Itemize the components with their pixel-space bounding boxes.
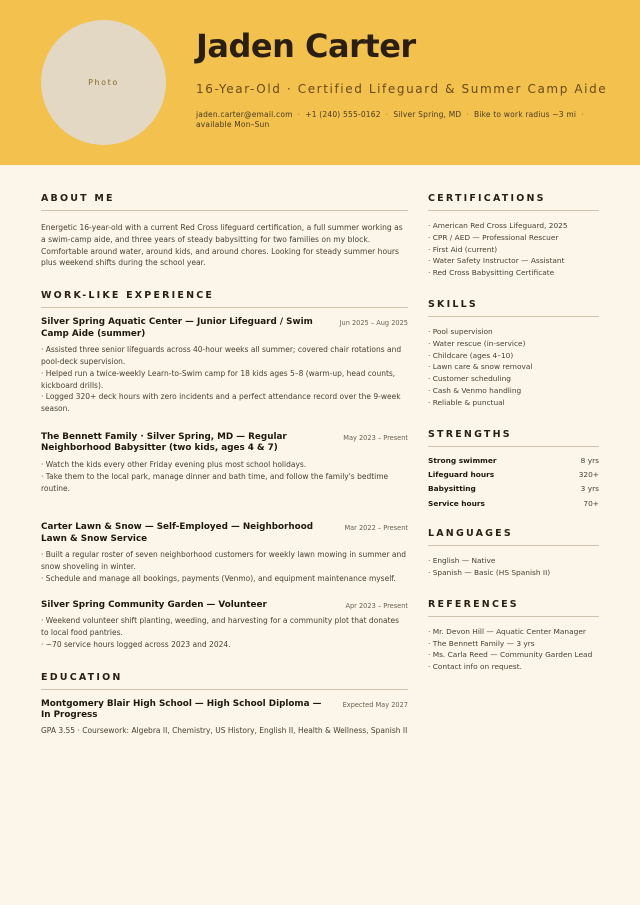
job-bullet: · Weekend volunteer shift planting, weeding, and harvesting for a community plot that donates to local food pantries. — [41, 616, 400, 638]
job-title: Silver Spring Community Garden — Volunteer — [41, 599, 267, 610]
strength-value: 70+ — [583, 498, 599, 508]
language-item: · English — Native — [428, 556, 496, 566]
job-date: May 2023 – Present — [343, 433, 408, 442]
job-title: Silver Spring Aquatic Center — Junior Lifeguard / Swim Camp Aide (summer) — [41, 317, 313, 339]
side-column — [428, 193, 599, 673]
job-bullet: · Built a regular roster of seven neighborhood customers for weekly lawn mowing in summer and snow shoveling in winter. — [41, 550, 407, 572]
about-text: Energetic 16-year-old with a current Red Cross lifeguard certification, a full summer working as a swim-camp aide, and three years of steady babysitting for two families on my block. Comfortable around water, around kids, and around chores. Looking for steady summer hours plus weekend shifts during the school year. — [41, 223, 403, 268]
strength-value: 8 yrs — [580, 455, 599, 465]
experience-item — [41, 600, 408, 651]
job-bullet: · Helped run a twice-weekly Learn-to-Swim camp for 18 kids ages 5–8 (warm-up, head counts, kickboard drills). — [41, 368, 396, 390]
header-banner — [0, 0, 640, 165]
references-title: REFERENCES — [428, 599, 599, 617]
skill-item: · Cash & Venmo handling — [428, 385, 522, 395]
tagline: 16-Year-Old · Certified Lifeguard & Summer Camp Aide — [196, 82, 608, 96]
strength-label: Strong swimmer — [428, 455, 497, 465]
strengths-title: STRENGTHS — [428, 429, 599, 447]
contact-commute: Bike to work radius ~3 mi — [473, 110, 577, 119]
skill-item: · Customer scheduling — [428, 374, 511, 384]
experience-section — [41, 290, 408, 650]
job-bullet: · Take them to the local park, manage dinner and bath time, and follow the family's bedtime routine. — [41, 471, 389, 493]
skills-title: SKILLS — [428, 299, 599, 317]
strength-value: 320+ — [578, 469, 599, 479]
certification-item: · Water Safety Instructor — Assistant — [428, 256, 565, 266]
contact-location: Silver Spring, MD — [393, 110, 462, 119]
contact-availability: available Mon–Sun — [196, 120, 270, 129]
certification-item: · American Red Cross Lifeguard, 2025 — [428, 221, 568, 230]
experience-item — [41, 522, 408, 584]
experience-item — [41, 432, 408, 494]
strengths-section — [428, 429, 599, 512]
job-title: Carter Lawn & Snow — Self-Employed — Neighborhood Lawn & Snow Service — [41, 522, 314, 544]
job-bullet: · Schedule and manage all bookings, payments (Venmo), and equipment maintenance myself. — [41, 573, 396, 583]
job-bullet: · Watch the kids every other Friday evening plus most school holidays. — [41, 459, 307, 469]
reference-item: · Ms. Carla Reed — Community Garden Lead — [428, 650, 593, 660]
job-bullet: · Logged 320+ deck hours with zero incidents and a perfect attendance record over the 9-week season. — [41, 392, 401, 414]
skill-item: · Childcare (ages 4–10) — [428, 350, 514, 360]
main-column — [41, 193, 408, 735]
education-title: EDUCATION — [41, 672, 408, 690]
about-section — [41, 193, 408, 269]
candidate-name: Jaden Carter — [196, 27, 416, 65]
strength-row — [428, 468, 599, 482]
references-section — [428, 599, 599, 673]
reference-item: · The Bennett Family — 3 yrs — [428, 638, 535, 648]
certifications-section — [428, 193, 599, 279]
job-title: The Bennett Family · Silver Spring, MD — Regular Neighborhood Babysitter (two kids, ages 4 & 7) — [41, 431, 287, 454]
skill-item: · Reliable & punctual — [428, 397, 505, 407]
profile-photo-placeholder — [41, 20, 166, 145]
language-item: · Spanish — Basic (HS Spanish II) — [428, 567, 551, 577]
languages-section — [428, 528, 599, 579]
job-bullet: · ~70 service hours logged across 2023 and 2024. — [41, 639, 231, 649]
certification-item: · First Aid (current) — [428, 244, 498, 254]
strength-label: Lifeguard hours — [428, 469, 495, 479]
skill-item: · Lawn care & snow removal — [428, 362, 533, 372]
strength-value: 3 yrs — [580, 484, 599, 494]
reference-item: · Contact info on request. — [428, 662, 523, 672]
experience-item — [41, 317, 408, 415]
education-item — [41, 699, 408, 735]
job-date: Apr 2023 – Present — [345, 601, 408, 610]
contact-line: jaden.carter@email.com · +1 (240) 555-0162 · Silver Spring, MD · Bike to work radius ~3 mi · available Mon–Sun — [196, 110, 584, 129]
photo-label: Photo — [88, 78, 119, 87]
about-title: ABOUT ME — [41, 193, 408, 211]
contact-email[interactable]: jaden.carter@email.com — [196, 110, 293, 119]
strength-label: Service hours — [428, 498, 485, 508]
contact-phone[interactable]: +1 (240) 555-0162 — [305, 110, 381, 119]
strength-label: Babysitting — [428, 484, 476, 494]
certification-item: · CPR / AED — Professional Rescuer — [428, 232, 559, 242]
education-details: GPA 3.55 · Coursework: Algebra II, Chemistry, US History, English II, Health & Wellness, Spanish II — [41, 725, 408, 735]
job-bullet: · Assisted three senior lifeguards across 40-hour weeks all summer; covered chair rotations and pool-deck supervision. — [41, 345, 402, 366]
skill-item: · Water rescue (in-service) — [428, 338, 526, 348]
school-name: Montgomery Blair High School — High School Diploma — In Progress — [41, 698, 322, 721]
strength-row — [428, 497, 599, 511]
job-date: Jun 2025 – Aug 2025 — [339, 319, 408, 328]
experience-title: WORK-LIKE EXPERIENCE — [41, 290, 408, 308]
certification-item: · Red Cross Babysitting Certificate — [428, 268, 555, 278]
skills-section — [428, 299, 599, 409]
skill-item: · Pool supervision — [428, 326, 493, 336]
reference-item: · Mr. Devon Hill — Aquatic Center Manager — [428, 626, 586, 636]
certifications-title: CERTIFICATIONS — [428, 193, 599, 211]
languages-title: LANGUAGES — [428, 528, 599, 546]
education-date: Expected May 2027 — [342, 700, 408, 709]
strength-row — [428, 454, 599, 468]
job-date: Mar 2022 – Present — [344, 524, 408, 533]
strength-row — [428, 482, 599, 496]
education-section — [41, 672, 408, 735]
